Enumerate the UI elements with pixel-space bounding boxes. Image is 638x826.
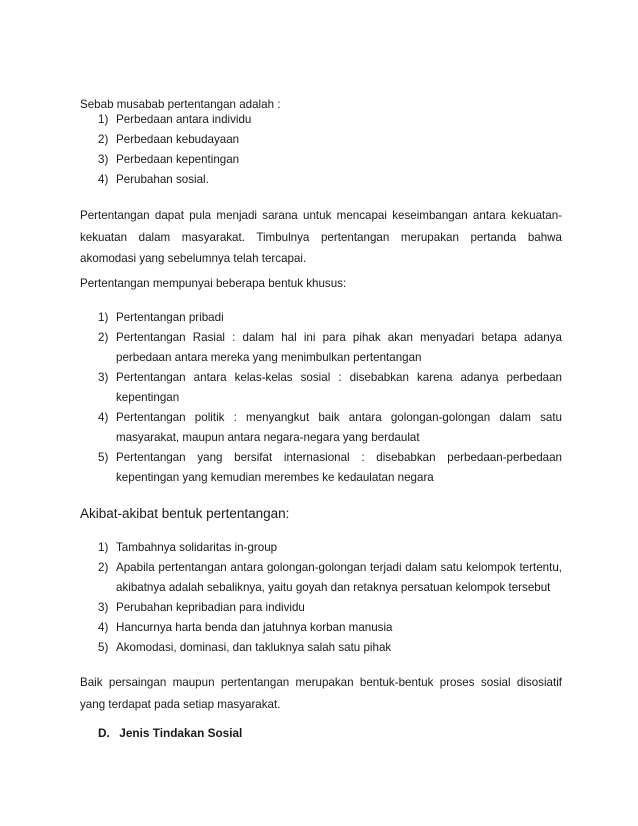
- list-text: Apabila pertentangan antara golongan-golongan terjadi dalam satu kelompok tertentu, akibatnya adalah sebaliknya, yaitu goyah dan retaknya persatuan kelompok tersebut: [116, 561, 562, 594]
- list-text: Perubahan kepribadian para individu: [116, 601, 305, 614]
- section-subheading: [98, 726, 242, 740]
- list-item: [80, 618, 562, 638]
- list-item: [80, 448, 562, 488]
- list-number: 1): [98, 311, 109, 324]
- list-text: Perubahan sosial.: [116, 173, 209, 186]
- list-number: 3): [98, 601, 109, 614]
- paragraph-1: Pertentangan dapat pula menjadi sarana untuk mencapai keseimbangan antara kekuatan-kekuatan dalam masyarakat. Timbulnya pertentangan merupakan pertanda bahwa akomodasi yang sebelumnya telah tercapai.: [80, 209, 562, 265]
- list-number: 1): [98, 541, 109, 554]
- list-text: Akomodasi, dominasi, dan takluknya salah satu pihak: [116, 641, 392, 654]
- paragraph-3: Baik persaingan maupun pertentangan merupakan bentuk-bentuk proses sosial disosiatif yang terdapat pada setiap masyarakat.: [80, 676, 562, 711]
- list-text: Pertentangan politik : menyangkut baik antara golongan-golongan dalam satu masyarakat, maupun antara negara-negara yang berdaulat: [116, 411, 562, 444]
- section-title: Jenis Tindakan Sosial: [119, 726, 243, 740]
- effects-list: [80, 538, 562, 658]
- list-number: 4): [98, 411, 109, 424]
- causes-list: [80, 110, 562, 190]
- list-item: [80, 558, 562, 598]
- list-text: Pertentangan Rasial : dalam hal ini para pihak akan menyadari betapa adanya perbedaan antara mereka yang menimbulkan pertentangan: [116, 331, 562, 364]
- list-text: Pertentangan yang bersifat internasional : disebabkan perbedaan-perbedaan kepentingan yang kemudian merembes ke kedaulatan negara: [116, 451, 562, 484]
- list-item: [80, 538, 562, 558]
- section-number: D.: [98, 726, 110, 740]
- section-heading: Akibat-akibat bentuk pertentangan:: [80, 506, 290, 521]
- list-number: 2): [98, 331, 109, 344]
- list-text: Pertentangan antara kelas-kelas sosial : disebabkan karena adanya perbedaan kepentingan: [116, 371, 562, 404]
- list-item: [80, 408, 562, 448]
- list-number: 1): [98, 113, 109, 126]
- list-item: [80, 598, 562, 618]
- list-text: Perbedaan kebudayaan: [116, 133, 240, 146]
- list-number: 4): [98, 621, 109, 634]
- list-item: [80, 170, 562, 190]
- list-text: Pertentangan pribadi: [116, 311, 224, 324]
- paragraph-2: Pertentangan mempunyai beberapa bentuk khusus:: [80, 277, 347, 290]
- list-item: [80, 638, 562, 658]
- list-number: 5): [98, 451, 109, 464]
- list-item: [80, 368, 562, 408]
- list-text: Hancurnya harta benda dan jatuhnya korban manusia: [116, 621, 393, 634]
- list-item: [80, 110, 562, 130]
- list-text: Perbedaan kepentingan: [116, 153, 240, 166]
- intro-text: Sebab musabab pertentangan adalah :: [80, 98, 281, 111]
- list-text: Tambahnya solidaritas in-group: [116, 541, 278, 554]
- list-item: [80, 130, 562, 150]
- list-item: [80, 150, 562, 170]
- list-number: 2): [98, 561, 109, 574]
- list-text: Perbedaan antara individu: [116, 113, 252, 126]
- list-number: 3): [98, 371, 109, 384]
- forms-list: [80, 308, 562, 488]
- list-number: 2): [98, 133, 109, 146]
- list-item: [80, 328, 562, 368]
- list-number: 3): [98, 153, 109, 166]
- list-number: 4): [98, 173, 109, 186]
- list-item: [80, 308, 562, 328]
- list-number: 5): [98, 641, 109, 654]
